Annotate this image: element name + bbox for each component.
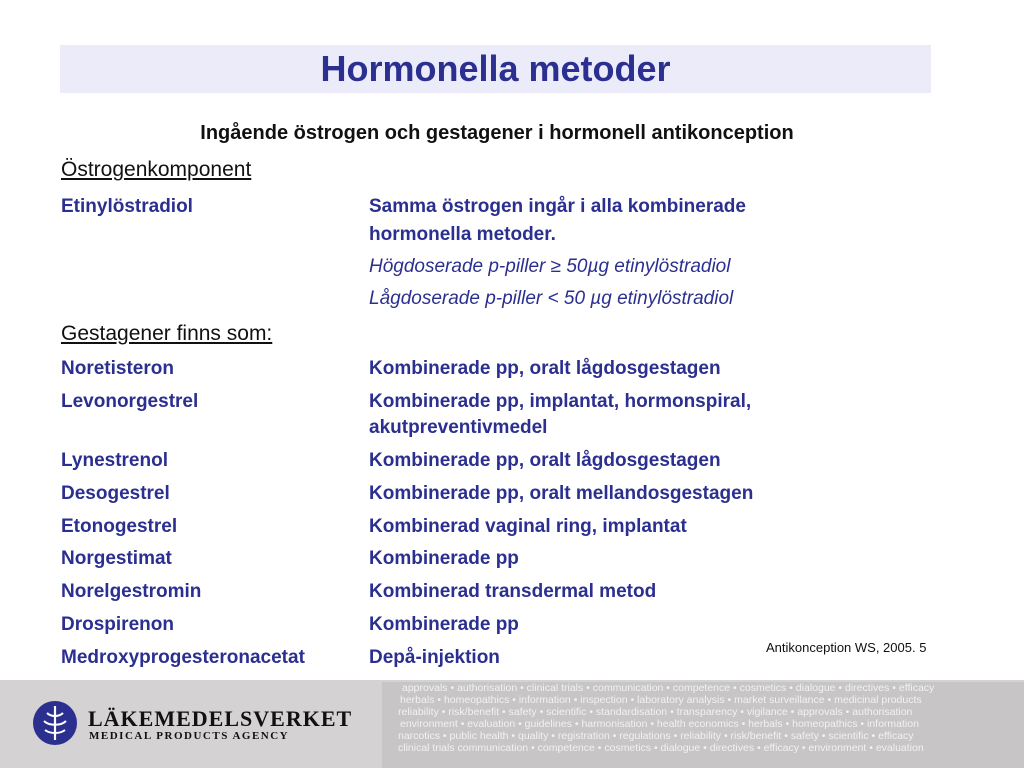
gestagen-name: Desogestrel (61, 483, 170, 504)
estrogen-name: Etinylöstradiol (61, 196, 193, 217)
low-dose-note: Lågdoserade p-piller < 50 µg etinylöstradiol (369, 288, 734, 309)
agency-logo-icon (32, 700, 78, 746)
keyword-line: approvals • authorisation • clinical trials • communication • competence • cosmetics • dialogue • directives • efficacy (402, 682, 935, 694)
gestagen-name: Norelgestromin (61, 581, 202, 602)
agency-subtitle: MEDICAL PRODUCTS AGENCY (89, 730, 290, 742)
source-citation: Antikonception WS, 2005. 5 (766, 640, 927, 655)
gestagen-name: Noretisteron (61, 358, 174, 379)
gestagen-name: Norgestimat (61, 548, 172, 569)
gestagen-name: Medroxyprogesteronacetat (61, 647, 305, 668)
gestagen-desc-cont: akutpreventivmedel (369, 417, 548, 438)
gestagen-name: Levonorgestrel (61, 391, 199, 412)
estrogen-desc-line2: hormonella metoder. (369, 224, 556, 245)
gestagen-desc: Kombinerade pp, implantat, hormonspiral, (369, 391, 752, 412)
gestagen-desc: Kombinerade pp, oralt mellandosgestagen (369, 483, 754, 504)
gestagen-heading: Gestagener finns som: (61, 322, 273, 345)
keyword-line: environment • evaluation • guidelines • harmonisation • health economics • herbals • homeopathics • information (400, 718, 919, 730)
keyword-line: clinical trials communication • competence • cosmetics • dialogue • directives • efficacy • environment • evaluation (398, 742, 924, 754)
estrogen-heading: Östrogenkomponent (61, 158, 252, 181)
estrogen-desc-line1: Samma östrogen ingår i alla kombinerade (369, 196, 746, 217)
gestagen-name: Drospirenon (61, 614, 174, 635)
gestagen-desc: Depå-injektion (369, 647, 500, 668)
gestagen-desc: Kombinerade pp, oralt lågdosgestagen (369, 450, 721, 471)
gestagen-name: Lynestrenol (61, 450, 168, 471)
footer-keywords (382, 682, 1024, 768)
keyword-line: reliability • risk/benefit • safety • scientific • standardisation • transparency • vigilance • approvals • authorisation (398, 706, 913, 718)
agency-name: LÄKEMEDELSVERKET (88, 706, 353, 731)
gestagen-desc: Kombinerad transdermal metod (369, 581, 657, 602)
high-dose-note: Högdoserade p-piller ≥ 50µg etinylöstradiol (369, 256, 731, 277)
gestagen-desc: Kombinerad vaginal ring, implantat (369, 516, 687, 537)
gestagen-desc: Kombinerade pp (369, 548, 519, 569)
keyword-line: herbals • homeopathics • information • inspection • laboratory analysis • market surveillance • medicinal products (400, 694, 922, 706)
title-bar (60, 45, 931, 93)
slide-subtitle: Ingående östrogen och gestagener i hormonell antikonception (200, 122, 794, 144)
gestagen-name: Etonogestrel (61, 516, 178, 537)
keyword-line: narcotics • public health • quality • registration • regulations • reliability • risk/benefit • safety • scientific • efficacy (398, 730, 914, 742)
gestagen-desc: Kombinerade pp (369, 614, 519, 635)
slide-title: Hormonella metoder (320, 48, 671, 89)
gestagen-desc: Kombinerade pp, oralt lågdosgestagen (369, 358, 721, 379)
